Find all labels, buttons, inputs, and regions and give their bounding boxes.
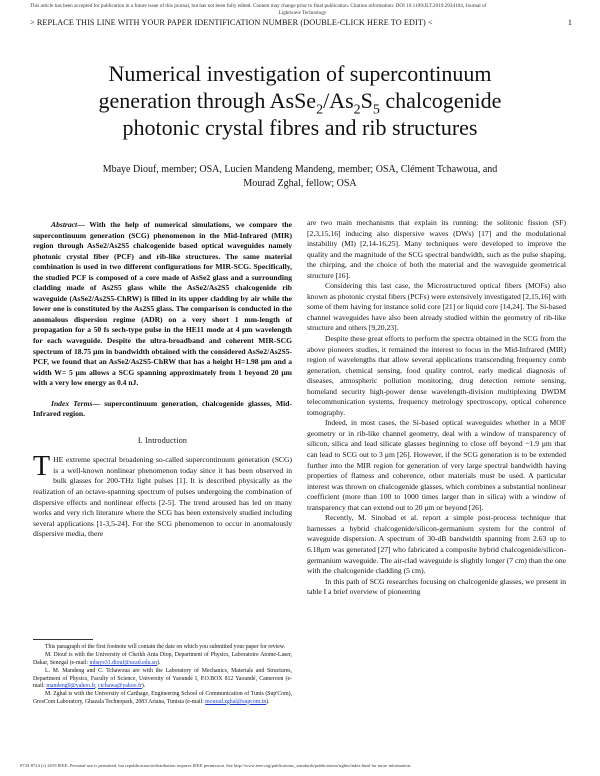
author-list bbox=[80, 163, 520, 190]
left-column bbox=[33, 220, 292, 540]
body-paragraph: Indeed, in most cases, the Si-based optical waveguides whether in a MOF geometry or in rib-like channel geometry, deal with a window of transparency of silicon, silica and lead silicate glasses beginning to close off beyond ~1.9 μm that can lead to SCG out to 3 μm [26]. However, if the SCG generation is to be extended further into the MIR region for generation of very large spectral bandwidth having properties of flatness and coherence, other materials must be used. A particular interest was thrown on chalcogenide glasses, which combines a substantial nonlinear coefficient (more than 100 to 1000 times larger than in silica) with a window of transparency that can extend out to 20 μm or beyond [26]. bbox=[307, 418, 566, 512]
body-paragraph: are two main mechanisms that explain its running: the solitonic fission (SF) [2,3,15,16] inducing also dispersive waves (DWs) [17] and the modulational instability (MI) [2,14-16,25]. Many techniques were developed to improve the quality and the magnitude of the SCG spectral bandwidth, such as the pulse shaping, the chirping, and the choice of both the material and the waveguide geometrical structure [16]. bbox=[307, 218, 566, 280]
email-link[interactable]: mbaye31.diouf@ucad.edu.sn bbox=[89, 659, 158, 666]
notice-line-2: Lightwave Technology bbox=[278, 9, 327, 16]
index-terms-lead: Index Terms bbox=[51, 398, 93, 408]
body-paragraph: In this path of SCG researches focusing on chalcogenide glasses, we present in table I a brief overview of pioneering bbox=[307, 576, 566, 597]
publication-notice bbox=[30, 3, 575, 16]
email-link[interactable]: mourad.zghal@supcom.tn bbox=[205, 698, 267, 705]
intro-text: HE extreme spectral broadening so-called supercontinuum generation (SCG) is a well-known nonlinear phenomenon today since it has been observed in bulk glasses for 200-THz light pulses [1]. It is described physically as the realization of an octave-spanning spectrum of pulses undergoing the combination of dispersive effects and nonlinear effects [2-5]. The trend aroused has led on many works and very rich literature where the SCG has been extensively studied including several applications [1-3,5-24]. For the SCG phenomenon to occur in anomalously dispersive media, there bbox=[33, 455, 292, 539]
right-column bbox=[307, 218, 566, 598]
abstract-lead: Abstract bbox=[51, 220, 78, 229]
footnote-author-mandeng: L. M. Mandeng and C. Tchawoua are with the Laboratory of Mechanics, Materials and Structures, Department of Physics, Faculty of Science, University of Yaoundé I, P.O.BOX 812 Yaoundé, Cameroon (e-mail: mandeng9@yahoo.fr, ctchawa@yahoo.fr). bbox=[33, 668, 292, 689]
abstract-text: — With the help of numerical simulations, we compare the supercontinuum generation (SCG) phenomenon in the Mid-Infrared (MIR) region through AsSe2/As2S5 chalcogenide based optical waveguides namely photonic crystal fiber (PCF) and rib-like structures. The same material combination is used in two different configurations for MIR-SCG. Specifically, the studied PCF is composed of a core made of AsSe2 glass and a surrounding cladding made of As2S5 glass while the AsSe2/As2S5 chalcogenide rib waveguide (AsSe2/As2S5-ChRW) is filled in its upper cladding by air while the lower one is constituted by the As2S5 glass. The comparison is conducted in the anomalous dispersion regime (ADR) on a very short 1 mm-length of propagation for a 50 fs sech-type pulse in the HE11 mode at 4 μm wavelength for each waveguide. Despite the ultra-broadband and coherent MIR-SCG spectrum of 18.75 μm in bandwidth obtained with the considered AsSe2/As2S5-PCF, we found that an AsSe2/As2S5-ChRW that has a height H=1.98 μm and a width W= 5 μm allows a SCG spanning approximately from 1 beyond 20 μm with a very low energy as 0.4 nJ. bbox=[33, 220, 292, 388]
title-line-3: photonic crystal fibres and rib structures bbox=[122, 115, 478, 140]
body-paragraph: Considering this last case, the Microstructured optical fibers (MOFs) also known as photonic crystal fibers (PCFs) were extensively investigated [2,15,16] with some of them having for instance solid core [21] or liquid core [14,24]. The Si-based channel waveguides have also been already studied within the geometry of rib-like structure and others [9,20,23]. bbox=[307, 281, 566, 333]
footnote-submission: This paragraph of the first footnote will contain the date on which you submitted your paper for review. bbox=[45, 644, 286, 650]
header-instruction[interactable]: > REPLACE THIS LINE WITH YOUR PAPER IDENTIFICATION NUMBER (DOUBLE-CLICK HERE TO EDIT) < bbox=[30, 18, 433, 27]
email-link[interactable]: mandeng9@yahoo.fr bbox=[46, 682, 96, 689]
copyright-footer: 0733-8724 (c) 2019 IEEE. Personal use is permitted, but republication/redistribution requires IEEE permission. See http://www.ieee.org/publications_standards/publications/rights/index.html for more information. bbox=[20, 763, 412, 768]
section-heading-introduction: I. Introduction bbox=[137, 435, 188, 445]
body-paragraph: Despite these great efforts to perform the spectra obtained in the SCG from the above pioneers studies, it remained the interest to focus in the Mid-Infrared (MIR) region of wavelengths that allow several applications transcending frequency comb generation, chemical sensing, food quality control, early medical diagnosis of diseases, atmospheric pollution monitoring, drug detection remote sensing, homeland security high-power dense wavelength-division multiplexing DWDM telecommunication systems, frequency metrology spectroscopy, optical coherence tomography. bbox=[307, 334, 566, 417]
footnote-author-diouf: M. Diouf is with the University of Cheikh Anta Diop, Department of Physics, Laboratoire Atome-Laser, Dakar, Senegal (e-mail: mbaye31.diouf@ucad.edu.sn). bbox=[33, 652, 292, 666]
email-link[interactable]: ctchawa@yahoo.fr bbox=[98, 682, 142, 689]
paper-title bbox=[60, 60, 540, 141]
running-header bbox=[30, 17, 575, 29]
page-number: 1 bbox=[567, 18, 572, 27]
footnote-divider bbox=[33, 639, 93, 640]
drop-cap: T bbox=[33, 451, 51, 483]
intro-paragraph bbox=[33, 451, 292, 539]
notice-line-1: This article has been accepted for publication in a future issue of this journal, but has not been fully edited. Content may change prior to final publication. Citation information: DOI 10.1109/JLT.2019.2934104, Journal of bbox=[30, 3, 487, 9]
authors-line-2: Mourad Zghal, fellow; OSA bbox=[243, 177, 357, 189]
title-line-2: generation through $AsSe_2/As_2S_5$ chalcogenide bbox=[98, 88, 502, 118]
body-paragraph: Recently, M. Sinobad et al. report a simple post-process technique that harnesses a hybrid chalcogenide/silicon-germanium system for the control of waveguide dispersion. A spectrum of 30-dB bandwidth spanning from 2.63 up to 6.18μm was generated [27] who fabricated a composite hybrid chalcogenide/silicon-germanium waveguide. The air-clad waveguide is slightly longer (7 cm) than the one with the chalcogenide cladding (5 cm). bbox=[307, 513, 566, 576]
title-line-1: Numerical investigation of supercontinuum bbox=[108, 61, 492, 86]
abstract bbox=[33, 220, 292, 389]
footnote-author-zghal: M. Zghal is with the University of Carthage, Engineering School of Communication of Tunis (Sup'Com), GresCom Laboratory, Ghazala Technopark, 2083 Ariana, Tunisia (e-mail: mourad.zghal@supcom.tn). bbox=[33, 691, 292, 705]
index-terms bbox=[33, 399, 292, 420]
authors-line-1: Mbaye Diouf, member; OSA, Lucien Mandeng Mandeng, member; OSA, Clément Tchawoua, and bbox=[102, 164, 498, 175]
index-terms-text: — supercontinuum generation, chalcogenide glasses, Mid-Infrared region. bbox=[33, 398, 292, 419]
footnotes bbox=[33, 644, 292, 707]
